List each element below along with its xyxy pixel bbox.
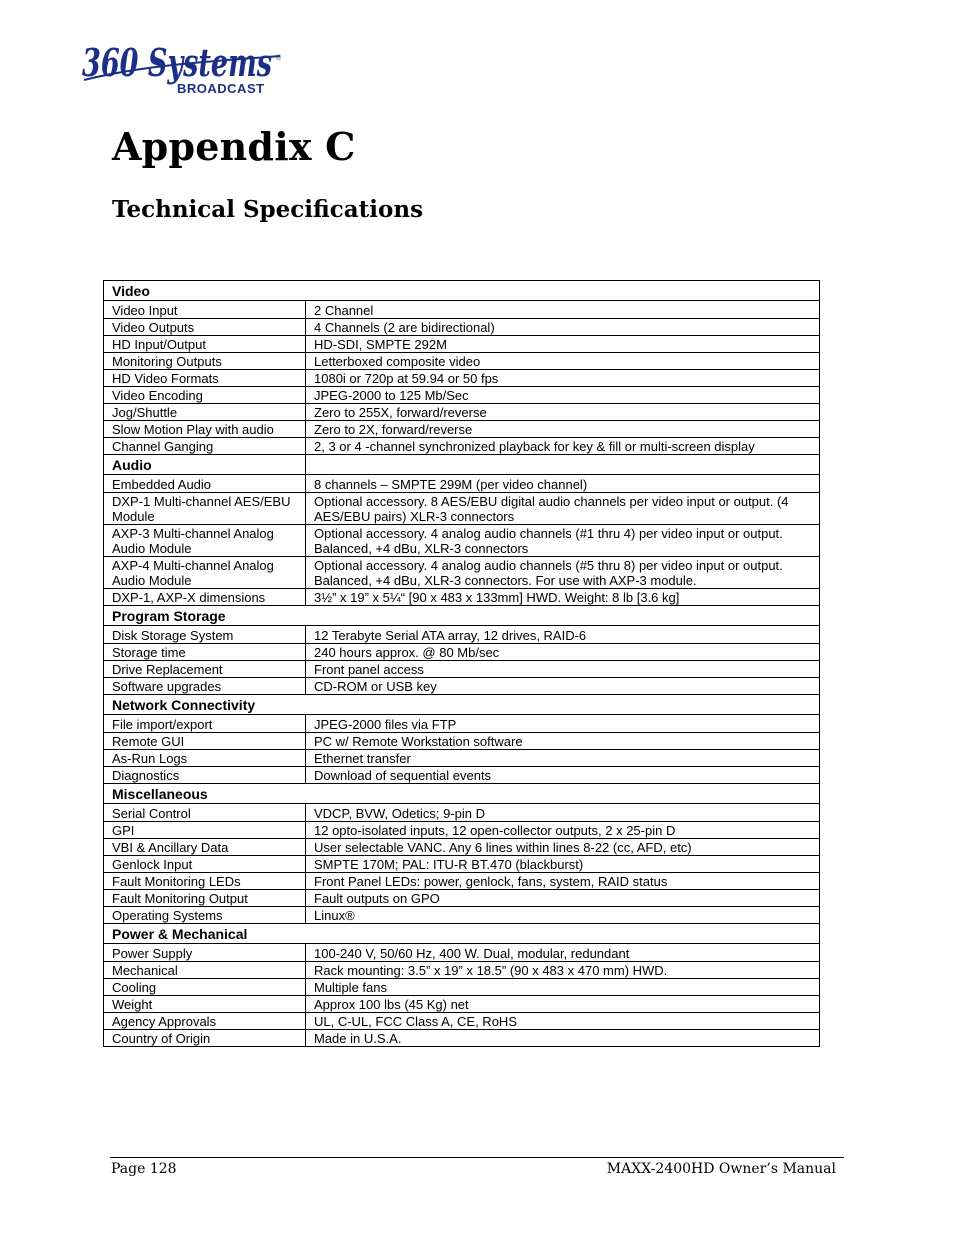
spec-label-cell: DXP-1, AXP-X dimensions (104, 589, 306, 606)
spec-value-cell: Made in U.S.A. (306, 1030, 820, 1047)
table-row (104, 1013, 820, 1030)
table-row (104, 353, 820, 370)
table-row (104, 890, 820, 907)
table-row (104, 767, 820, 784)
spec-value-cell: UL, C-UL, FCC Class A, CE, RoHS (306, 1013, 820, 1030)
table-row (104, 856, 820, 873)
footer-manual-title: MAXX-2400HD Owner’s Manual (606, 1161, 836, 1177)
spec-section-row (104, 606, 820, 626)
table-row (104, 475, 820, 493)
table-row (104, 626, 820, 644)
spec-label-cell: DXP-1 Multi-channel AES/EBU Module (104, 493, 306, 525)
table-row (104, 873, 820, 890)
table-row (104, 962, 820, 979)
spec-value-cell: Optional accessory. 4 analog audio channels (#1 thru 4) per video input or output. Balanced, +4 dBu, XLR-3 connectors (306, 525, 820, 557)
table-row (104, 907, 820, 924)
table-row (104, 822, 820, 839)
spec-value-cell: Multiple fans (306, 979, 820, 996)
spec-value-cell: SMPTE 170M; PAL: ITU-R BT.470 (blackburst) (306, 856, 820, 873)
spec-label-cell: Embedded Audio (104, 475, 306, 493)
spec-label-cell: Disk Storage System (104, 626, 306, 644)
spec-label-cell: AXP-3 Multi-channel Analog Audio Module (104, 525, 306, 557)
table-row (104, 1030, 820, 1047)
spec-label-cell: File import/export (104, 715, 306, 733)
table-row (104, 750, 820, 767)
spec-label-cell: Storage time (104, 644, 306, 661)
spec-label-cell: Slow Motion Play with audio (104, 421, 306, 438)
spec-value-cell: Download of sequential events (306, 767, 820, 784)
table-row (104, 336, 820, 353)
spec-label-cell: Operating Systems (104, 907, 306, 924)
spec-label-cell: Cooling (104, 979, 306, 996)
spec-section-heading: Power & Mechanical (104, 924, 820, 944)
table-row (104, 661, 820, 678)
spec-value-cell: 2 Channel (306, 301, 820, 319)
spec-label-cell: Genlock Input (104, 856, 306, 873)
table-row (104, 804, 820, 822)
spec-value-cell: 2, 3 or 4 -channel synchronized playback for key & fill or multi-screen display (306, 438, 820, 455)
spec-label-cell: Software upgrades (104, 678, 306, 695)
spec-value-cell: Letterboxed composite video (306, 353, 820, 370)
spec-label-cell: Country of Origin (104, 1030, 306, 1047)
spec-label-cell: Monitoring Outputs (104, 353, 306, 370)
table-row (104, 438, 820, 455)
spec-section-row (104, 784, 820, 804)
spec-value-cell: JPEG-2000 to 125 Mb/Sec (306, 387, 820, 404)
table-row (104, 644, 820, 661)
spec-value-cell: Zero to 255X, forward/reverse (306, 404, 820, 421)
table-row (104, 979, 820, 996)
logo-brand-text: 360 Systems (82, 40, 272, 85)
table-row (104, 589, 820, 606)
spec-value-cell: Ethernet transfer (306, 750, 820, 767)
spec-label-cell: Drive Replacement (104, 661, 306, 678)
table-row (104, 493, 820, 525)
logo-graphic (80, 36, 290, 98)
spec-value-cell: 12 Terabyte Serial ATA array, 12 drives, RAID-6 (306, 626, 820, 644)
table-row (104, 421, 820, 438)
table-row (104, 370, 820, 387)
spec-value-cell: HD-SDI, SMPTE 292M (306, 336, 820, 353)
spec-section-empty-cell (306, 455, 820, 475)
spec-label-cell: Channel Ganging (104, 438, 306, 455)
spec-label-cell: Mechanical (104, 962, 306, 979)
spec-label-cell: Power Supply (104, 944, 306, 962)
logo-sub-text: BROADCAST (177, 81, 265, 96)
spec-section-heading: Network Connectivity (104, 695, 820, 715)
spec-label-cell: Video Encoding (104, 387, 306, 404)
spec-value-cell: User selectable VANC. Any 6 lines within lines 8-22 (cc, AFD, etc) (306, 839, 820, 856)
spec-value-cell: CD-ROM or USB key (306, 678, 820, 695)
spec-section-heading: Miscellaneous (104, 784, 820, 804)
spec-label-cell: Fault Monitoring LEDs (104, 873, 306, 890)
spec-label-cell: Jog/Shuttle (104, 404, 306, 421)
spec-value-cell: Linux® (306, 907, 820, 924)
spec-value-cell: JPEG-2000 files via FTP (306, 715, 820, 733)
spec-label-cell: HD Video Formats (104, 370, 306, 387)
spec-label-cell: AXP-4 Multi-channel Analog Audio Module (104, 557, 306, 589)
spec-value-cell: Front panel access (306, 661, 820, 678)
spec-table (103, 280, 820, 1047)
spec-value-cell: Fault outputs on GPO (306, 890, 820, 907)
table-row (104, 387, 820, 404)
spec-label-cell: VBI & Ancillary Data (104, 839, 306, 856)
spec-section-heading: Audio (104, 455, 306, 475)
spec-label-cell: Weight (104, 996, 306, 1013)
table-row (104, 839, 820, 856)
spec-value-cell: 12 opto-isolated inputs, 12 open-collector outputs, 2 x 25-pin D (306, 822, 820, 839)
logo-registered-mark: ® (276, 55, 282, 62)
spec-label-cell: Serial Control (104, 804, 306, 822)
spec-section-heading: Video (104, 281, 820, 301)
table-row (104, 301, 820, 319)
spec-label-cell: HD Input/Output (104, 336, 306, 353)
spec-label-cell: GPI (104, 822, 306, 839)
spec-label-cell: As-Run Logs (104, 750, 306, 767)
table-row (104, 404, 820, 421)
spec-value-cell: Rack mounting: 3.5” x 19” x 18.5” (90 x 483 x 470 mm) HWD. (306, 962, 820, 979)
section-title: Technical Specifications (112, 196, 424, 223)
spec-value-cell: Optional accessory. 8 AES/EBU digital audio channels per video input or output. (4 AES/EBU pairs) XLR-3 connectors (306, 493, 820, 525)
spec-section-heading: Program Storage (104, 606, 820, 626)
table-row (104, 715, 820, 733)
table-row (104, 319, 820, 336)
table-row (104, 557, 820, 589)
spec-value-cell: 1080i or 720p at 59.94 or 50 fps (306, 370, 820, 387)
spec-section-row (104, 695, 820, 715)
footer-divider (110, 1157, 844, 1158)
spec-section-row (104, 924, 820, 944)
table-row (104, 944, 820, 962)
spec-value-cell: Zero to 2X, forward/reverse (306, 421, 820, 438)
spec-table-body (104, 281, 820, 1047)
spec-section-row (104, 281, 820, 301)
table-row (104, 678, 820, 695)
table-row (104, 733, 820, 750)
page-title: Appendix C (112, 124, 356, 169)
spec-value-cell: Approx 100 lbs (45 Kg) net (306, 996, 820, 1013)
spec-label-cell: Agency Approvals (104, 1013, 306, 1030)
company-logo (80, 36, 290, 98)
spec-value-cell: VDCP, BVW, Odetics; 9-pin D (306, 804, 820, 822)
spec-value-cell: 4 Channels (2 are bidirectional) (306, 319, 820, 336)
spec-label-cell: Video Input (104, 301, 306, 319)
spec-value-cell: Optional accessory. 4 analog audio channels (#5 thru 8) per video input or output. Balanced, +4 dBu, XLR-3 connectors. For use with AXP-3 module. (306, 557, 820, 589)
spec-label-cell: Diagnostics (104, 767, 306, 784)
table-row (104, 525, 820, 557)
spec-value-cell: 240 hours approx. @ 80 Mb/sec (306, 644, 820, 661)
spec-label-cell: Remote GUI (104, 733, 306, 750)
spec-value-cell: 100-240 V, 50/60 Hz, 400 W. Dual, modular, redundant (306, 944, 820, 962)
spec-value-cell: 3½” x 19” x 5¼“ [90 x 483 x 133mm] HWD. Weight: 8 lb [3.6 kg] (306, 589, 820, 606)
spec-label-cell: Video Outputs (104, 319, 306, 336)
spec-label-cell: Fault Monitoring Output (104, 890, 306, 907)
table-row (104, 996, 820, 1013)
footer-page-number: Page 128 (111, 1161, 177, 1177)
spec-value-cell: Front Panel LEDs: power, genlock, fans, system, RAID status (306, 873, 820, 890)
spec-value-cell: PC w/ Remote Workstation software (306, 733, 820, 750)
spec-section-row (104, 455, 820, 475)
spec-value-cell: 8 channels – SMPTE 299M (per video channel) (306, 475, 820, 493)
